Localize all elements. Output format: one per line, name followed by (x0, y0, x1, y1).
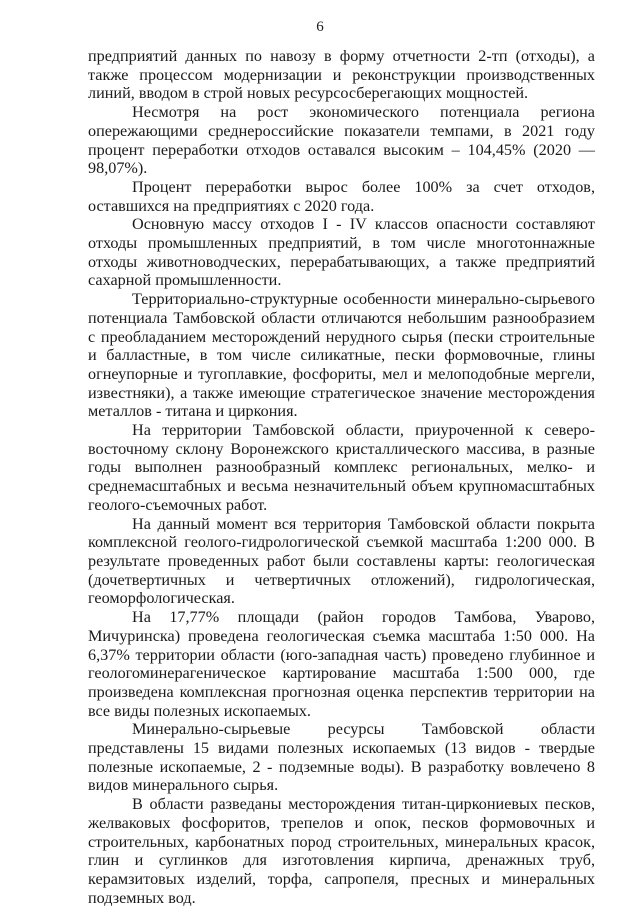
paragraph-processing-rate: Процент переработки вырос более 100% за счет отходов, оставшихся на предприятиях с 2020 года. (88, 177, 595, 215)
paragraph-mineral-structure: Территориально-структурные особенности минерально-сырьевого потенциала Тамбовской области отличаются небольшим разнообразием с преобладанием месторождений нерудного сырья (пески строительные и балластные, в том числе силикатные, пески формовочные, глины огнеупорные и тугоплавкие, фосфориты, мел и мелоподобные мергели, известняки), а также имеющие стратегическое значение месторождения металлов - титана и циркония. (88, 290, 595, 421)
document-body (88, 47, 595, 907)
page-number: 6 (316, 19, 324, 35)
paragraph-survey-area: На 17,77% площади (район городов Тамбова, Уварово, Мичуринска) проведена геологическая съемка масштаба 1:50 000. На 6,37% территории области (юго-западная часть) проведено глубинное и геологоминерагеническое картирование масштаба 1:500 000, где произведена комплексная прогнозная оценка перспектив территории на все виды полезных ископаемых. (88, 608, 595, 720)
paragraph-waste-classes: Основную массу отходов I - IV классов опасности составляют отходы промышленных предприятий, в том числе многотоннажные отходы животноводческих, перерабатывающих, а также предприятий сахарной промышленности. (88, 215, 595, 290)
paragraph-economic-growth: Несмотря на рост экономического потенциала региона опережающими среднероссийские показатели темпами, в 2021 году процент переработки отходов оставался высоким – 104,45% (2020 — 98,07%). (88, 103, 595, 178)
paragraph-continuation: предприятий данных по навозу в форму отчетности 2-тп (отходы), а также процессом модернизации и реконструкции производственных линий, вводом в строй новых ресурсосберегающих мощностей. (88, 47, 595, 103)
paragraph-territory-survey: На территории Тамбовской области, приуроченной к северо-восточному склону Воронежского кристаллического массива, в разные годы выполнен разнообразный комплекс региональных, мелко- и среднемасштабных и весьма незначительный объем крупномасштабных геолого-съемочных работ. (88, 421, 595, 514)
paragraph-deposits: В области разведаны месторождения титан-циркониевых песков, желваковых фосфоритов, трепелов и опок, песков формовочных и строительных, карбонатных пород строительных, минеральных красок, глин и суглинков для изготовления кирпича, дренажных труб, керамзитовых изделий, торфа, сапропеля, пресных и минеральных подземных вод. (88, 795, 595, 907)
paragraph-geological-maps: На данный момент вся территория Тамбовской области покрыта комплексной геолого-гидрологической съемкой масштаба 1:200 000. В результате проведенных работ были составлены карты: геологическая (дочетвертичных и четвертичных отложений), гидрологическая, геоморфологическая. (88, 514, 595, 608)
paragraph-mineral-resources: Минерально-сырьевые ресурсы Тамбовской области представлены 15 видами полезных ископаемых (13 видов - твердые полезные ископаемые, 2 - подземные воды). В разработку вовлечено 8 видов минерального сырья. (88, 720, 595, 795)
